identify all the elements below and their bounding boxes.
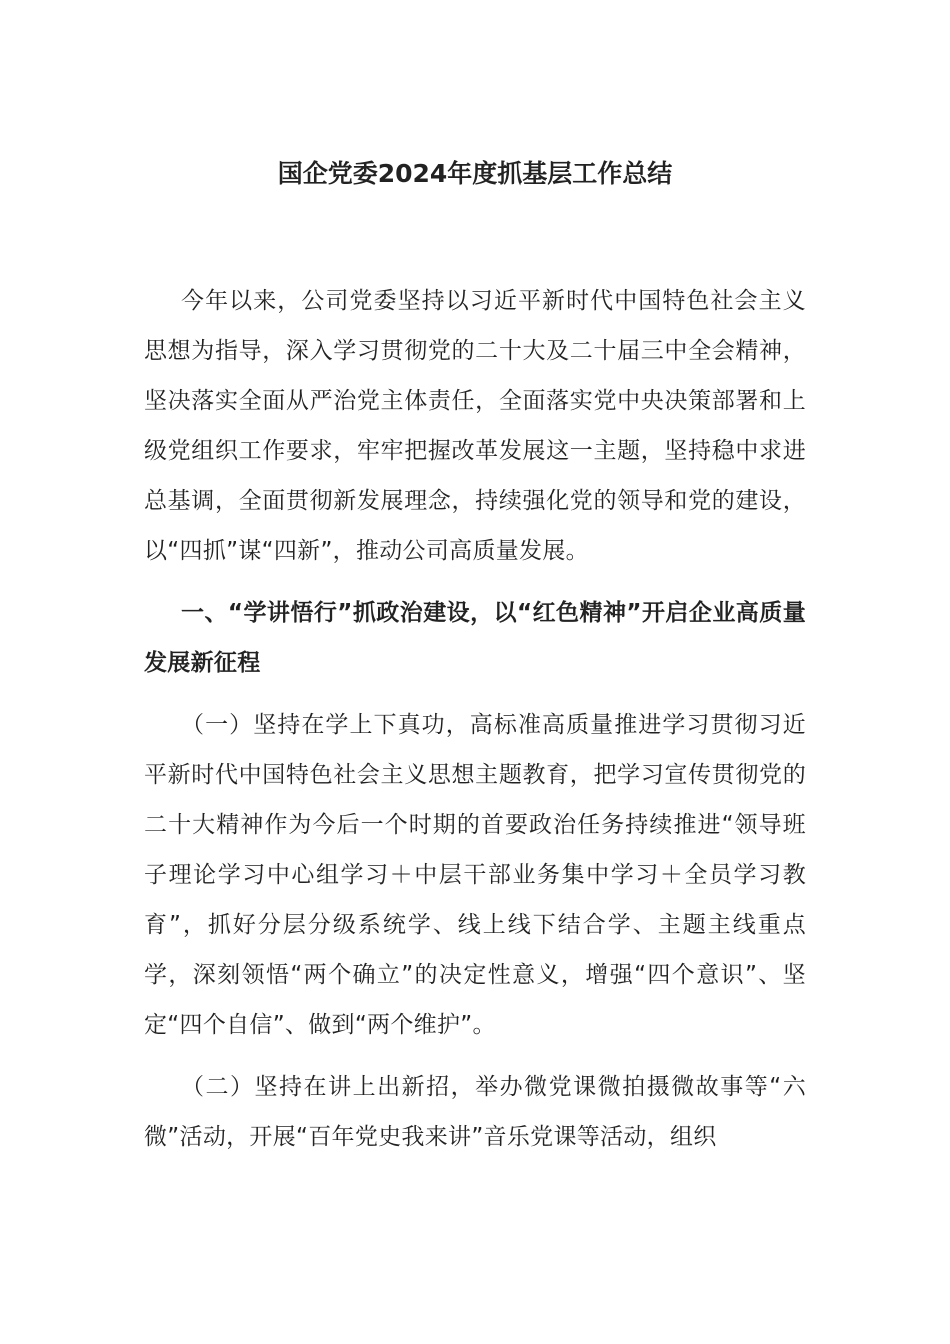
intro-paragraph: 今年以来，公司党委坚持以习近平新时代中国特色社会主义思想为指导，深入学习贯彻党的二十大及二十届三中全会精神，坚决落实全面从严治党主体责任，全面落实党中央决策部署和上级党组织工作要求，牢牢把握改革发展这一主题，坚持稳中求进总基调，全面贯彻新发展理念，持续强化党的领导和党的建设，以“四抓”谋“四新”，推动公司高质量发展。 xyxy=(144,288,806,564)
section-1-item-2: （二）坚持在讲上出新招，举办微党课微拍摄微故事等“六微”活动，开展“百年党史我来讲”音乐党课等活动，组织 xyxy=(144,1074,806,1150)
section-1-heading: 一、“学讲悟行”抓政治建设，以“红色精神”开启企业高质量发展新征程 xyxy=(144,600,806,676)
section-1-item-1: （一）坚持在学上下真功，高标准高质量推进学习贯彻习近平新时代中国特色社会主义思想主题教育，把学习宣传贯彻党的二十大精神作为今后一个时期的首要政治任务持续推进“领导班子理论学习中心组学习＋中层干部业务集中学习＋全员学习教育”，抓好分层分级系统学、线上线下结合学、主题主线重点学，深刻领悟“两个确立”的决定性意义，增强“四个意识”、坚定“四个自信”、做到“两个维护”。 xyxy=(144,712,806,1038)
document-body xyxy=(144,276,806,1174)
document-title: 国企党委2024年度抓基层工作总结 xyxy=(277,159,673,188)
